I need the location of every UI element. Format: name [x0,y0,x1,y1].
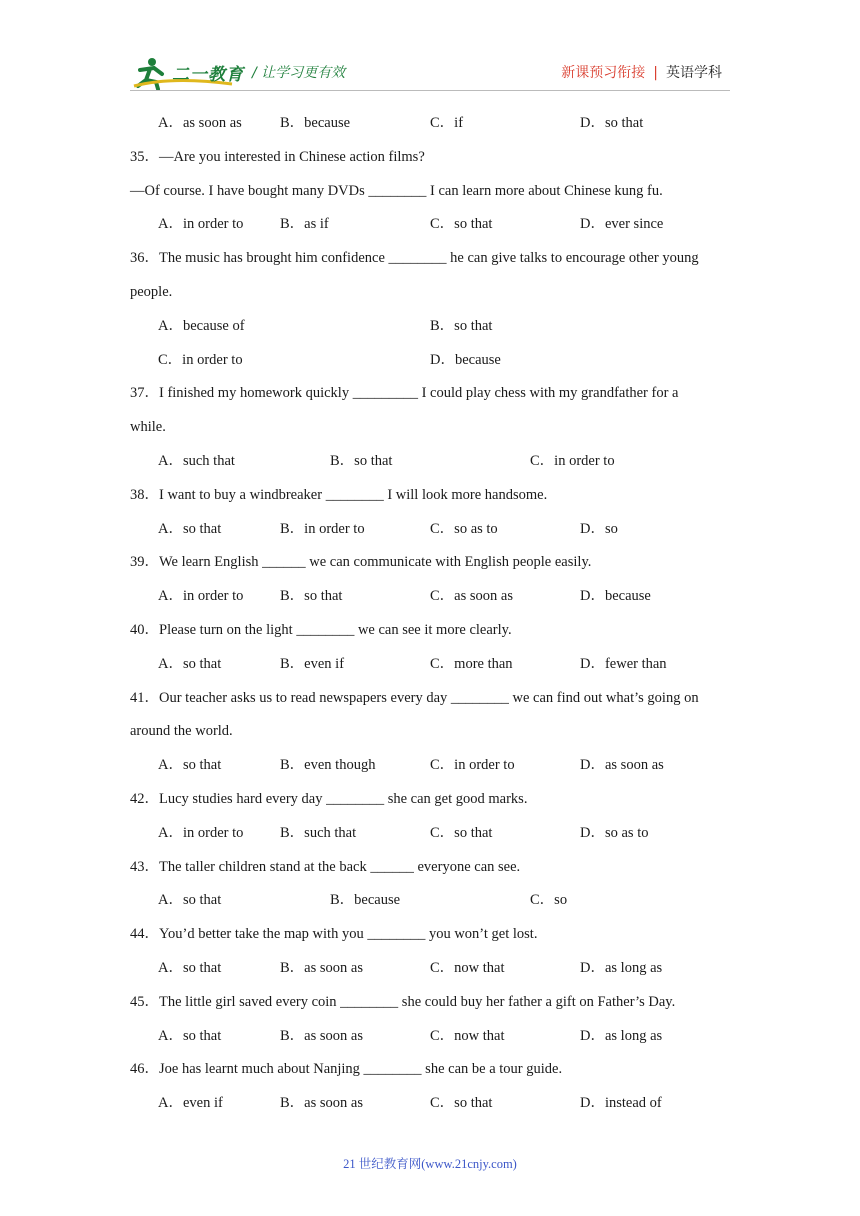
answer-option[interactable]: C．so [530,892,568,909]
answer-option[interactable]: B．because [330,892,401,909]
answer-option[interactable]: A．so that [158,757,222,774]
answer-option[interactable]: D．because [430,351,501,368]
question-text: 39．We learn English ______ we can communicate with English people easily. [130,554,592,571]
answer-option[interactable]: D．so [580,520,618,537]
answer-option[interactable]: D．because [580,588,651,605]
answer-option[interactable]: C．if [430,115,464,131]
answer-option[interactable]: C．so that [430,216,493,233]
answer-options [158,214,738,234]
question-text: 40．Please turn on the light ________ we can see it more clearly. [130,622,512,638]
answer-options [158,451,738,471]
answer-option[interactable]: B．so that [280,588,343,605]
answer-options [158,958,738,978]
header-separator: | [653,65,658,81]
question-text: 35．—Are you interested in Chinese action films? [130,148,425,165]
answer-option[interactable]: C．now that [430,1027,505,1044]
answer-option[interactable]: C．so that [430,1095,493,1112]
answer-option[interactable]: A．so that [158,892,222,909]
answer-options [158,316,738,336]
answer-options [158,755,738,775]
answer-option[interactable]: A．in order to [158,588,244,605]
answer-option[interactable]: B．as if [280,216,329,233]
answer-option[interactable]: C．so that [430,824,493,841]
answer-option[interactable]: A．even if [158,1095,223,1112]
answer-option[interactable]: A．so that [158,960,222,976]
answer-option[interactable]: A．so that [158,520,222,537]
answer-option[interactable]: D．fewer than [580,655,667,672]
question-text: 46．Joe has learnt much about Nanjing ________ she can be a tour guide. [130,1061,563,1078]
answer-option[interactable]: D．so as to [580,824,649,841]
answer-option[interactable]: D．as soon as [580,757,664,774]
question-text: —Of course. I have bought many DVDs ________ I can learn more about Chinese kung fu. [130,182,663,199]
answer-options [158,890,738,910]
answer-option[interactable]: D．as long as [580,1027,663,1044]
answer-options [158,1093,738,1113]
answer-option[interactable]: C．so as to [430,520,498,537]
course-label: 新课预习衔接 [561,65,646,81]
answer-option[interactable]: B．because [280,115,351,131]
answer-options [158,519,738,539]
answer-option[interactable]: C．in order to [430,757,515,774]
answer-option[interactable]: B．even though [280,757,376,774]
subject-label: 英语学科 [666,65,722,81]
page-footer: 21 世纪教育网(www.21cnjy.com) [343,1157,517,1171]
logo-text: 二一教育 [172,65,244,85]
answer-options [158,350,738,370]
answer-options [158,586,738,606]
answer-options [158,1026,738,1046]
answer-option[interactable]: C．in order to [530,453,615,469]
answer-option[interactable]: A．as soon as [158,115,242,131]
answer-option[interactable]: B．so that [430,317,493,334]
question-text: 37．I finished my homework quickly _________ I could play chess with my grandfather for a [130,385,679,402]
answer-option[interactable]: D．instead of [580,1095,662,1112]
answer-option[interactable]: B．as soon as [280,960,363,976]
question-text: 44．You’d better take the map with you ________ you won’t get lost. [130,926,538,943]
question-text: 36．The music has brought him confidence ________ he can give talks to encourage other young [130,250,699,267]
answer-option[interactable]: A．in order to [158,824,244,841]
answer-option[interactable]: A．such that [158,453,235,469]
answer-option[interactable]: D．ever since [580,216,664,233]
question-text: 42．Lucy studies hard every day ________ she can get good marks. [130,791,528,807]
question-text: 43．The taller children stand at the back ______ everyone can see. [130,858,521,875]
answer-option[interactable]: A．because of [158,317,245,334]
answer-option[interactable]: A．so that [158,655,222,672]
question-text: 41．Our teacher asks us to read newspapers every day ________ we can find out what’s going on [130,689,699,706]
answer-option[interactable]: B．in order to [280,520,365,537]
question-text: 38．I want to buy a windbreaker ________ I will look more handsome. [130,486,548,503]
answer-option[interactable]: C．more than [430,655,513,672]
answer-option[interactable]: A．in order to [158,216,244,233]
answer-option[interactable]: A．so that [158,1027,222,1044]
answer-options [158,654,738,674]
answer-option[interactable]: B．as soon as [280,1095,363,1112]
question-text: around the world. [130,723,233,740]
answer-options [158,113,738,133]
answer-option[interactable]: B．as soon as [280,1027,363,1044]
answer-option[interactable]: C．as soon as [430,588,513,605]
answer-option[interactable]: B．so that [330,453,393,469]
answer-option[interactable]: D．so that [580,115,644,131]
answer-option[interactable]: C．in order to [158,351,243,368]
answer-option[interactable]: B．even if [280,655,345,672]
question-text: 45．The little girl saved every coin ________ she could buy her father a gift on Father’s Day. [130,993,676,1010]
question-text: while. [130,419,166,436]
answer-option[interactable]: B．such that [280,824,357,841]
answer-option[interactable]: C．now that [430,960,505,976]
answer-options [158,823,738,843]
answer-option[interactable]: D．as long as [580,960,663,976]
slogan: / 让学习更有效 [252,65,346,81]
question-text: people. [130,284,173,300]
